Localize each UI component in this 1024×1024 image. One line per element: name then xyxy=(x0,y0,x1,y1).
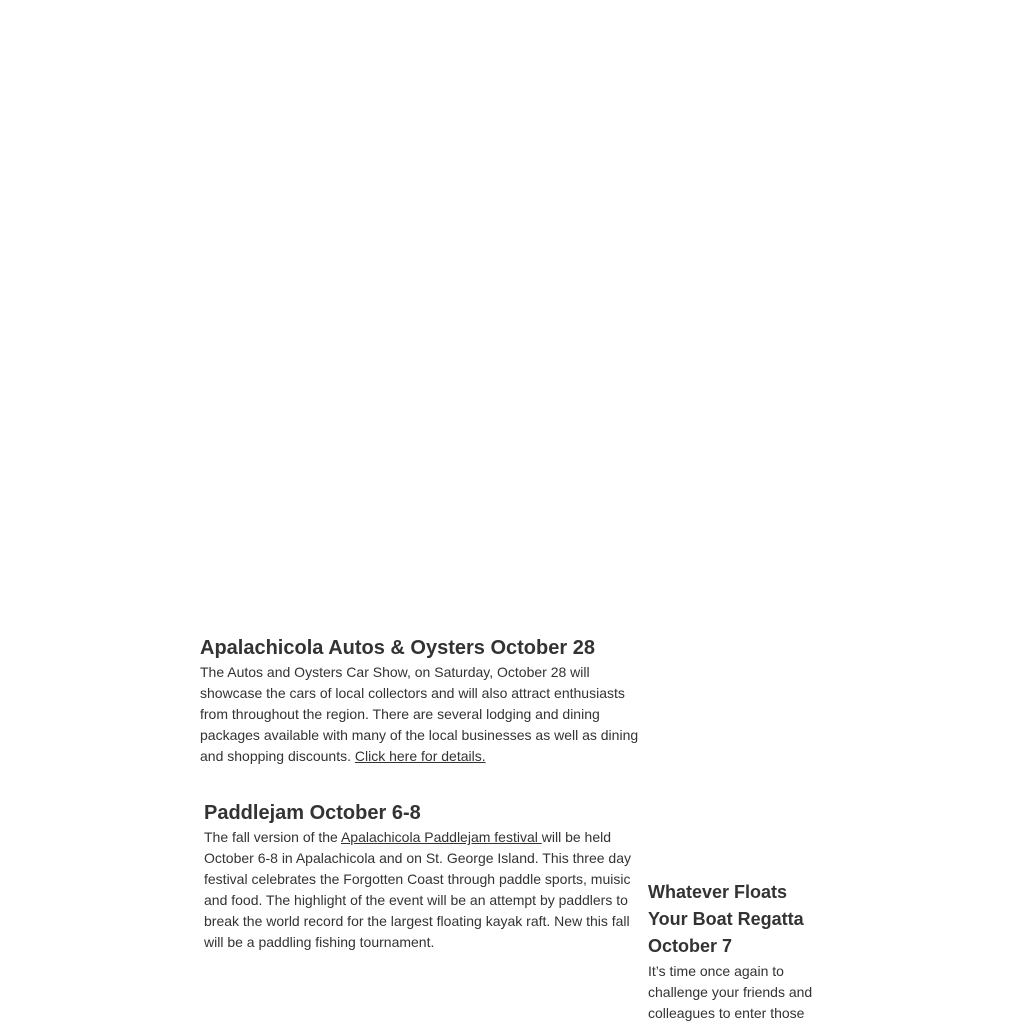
article-body-text: will be held October 6-8 in Apalachicola and on St. George Island. This three day festival celebrates the Forgotten Coast through paddle sports, muisic and food. The highlight of the event will be an attempt by paddlers to break the world record for the largest floating kayak raft. New this fall will be a paddling fishing tournament. xyxy=(204,829,631,950)
article-autos-oysters xyxy=(200,634,640,767)
article-body: It’s time once again to challenge your friends and colleagues to enter those xyxy=(648,963,813,1021)
article-title: Paddlejam October 6-8 xyxy=(204,802,421,824)
article-title: Whatever Floats Your Boat Regatta October 7 xyxy=(648,882,804,956)
article-regatta xyxy=(648,879,826,1024)
article-paddlejam xyxy=(204,799,632,953)
paddlejam-festival-link[interactable]: Apalachicola Paddlejam festival xyxy=(340,829,542,845)
article-body xyxy=(204,827,632,953)
article-body xyxy=(200,662,640,767)
details-link[interactable]: Click here for details. xyxy=(354,748,486,764)
article-title: Apalachicola Autos & Oysters October 28 xyxy=(200,637,595,659)
article-body-text: The fall version of the xyxy=(204,829,341,845)
article-body-text: The Autos and Oysters Car Show, on Saturday, October 28 will showcase the cars of local collectors and will also attract enthusiasts from throughout the region. There are several lodging and dining packages available with many of the local businesses as well as dining and shopping discounts. xyxy=(200,664,639,764)
